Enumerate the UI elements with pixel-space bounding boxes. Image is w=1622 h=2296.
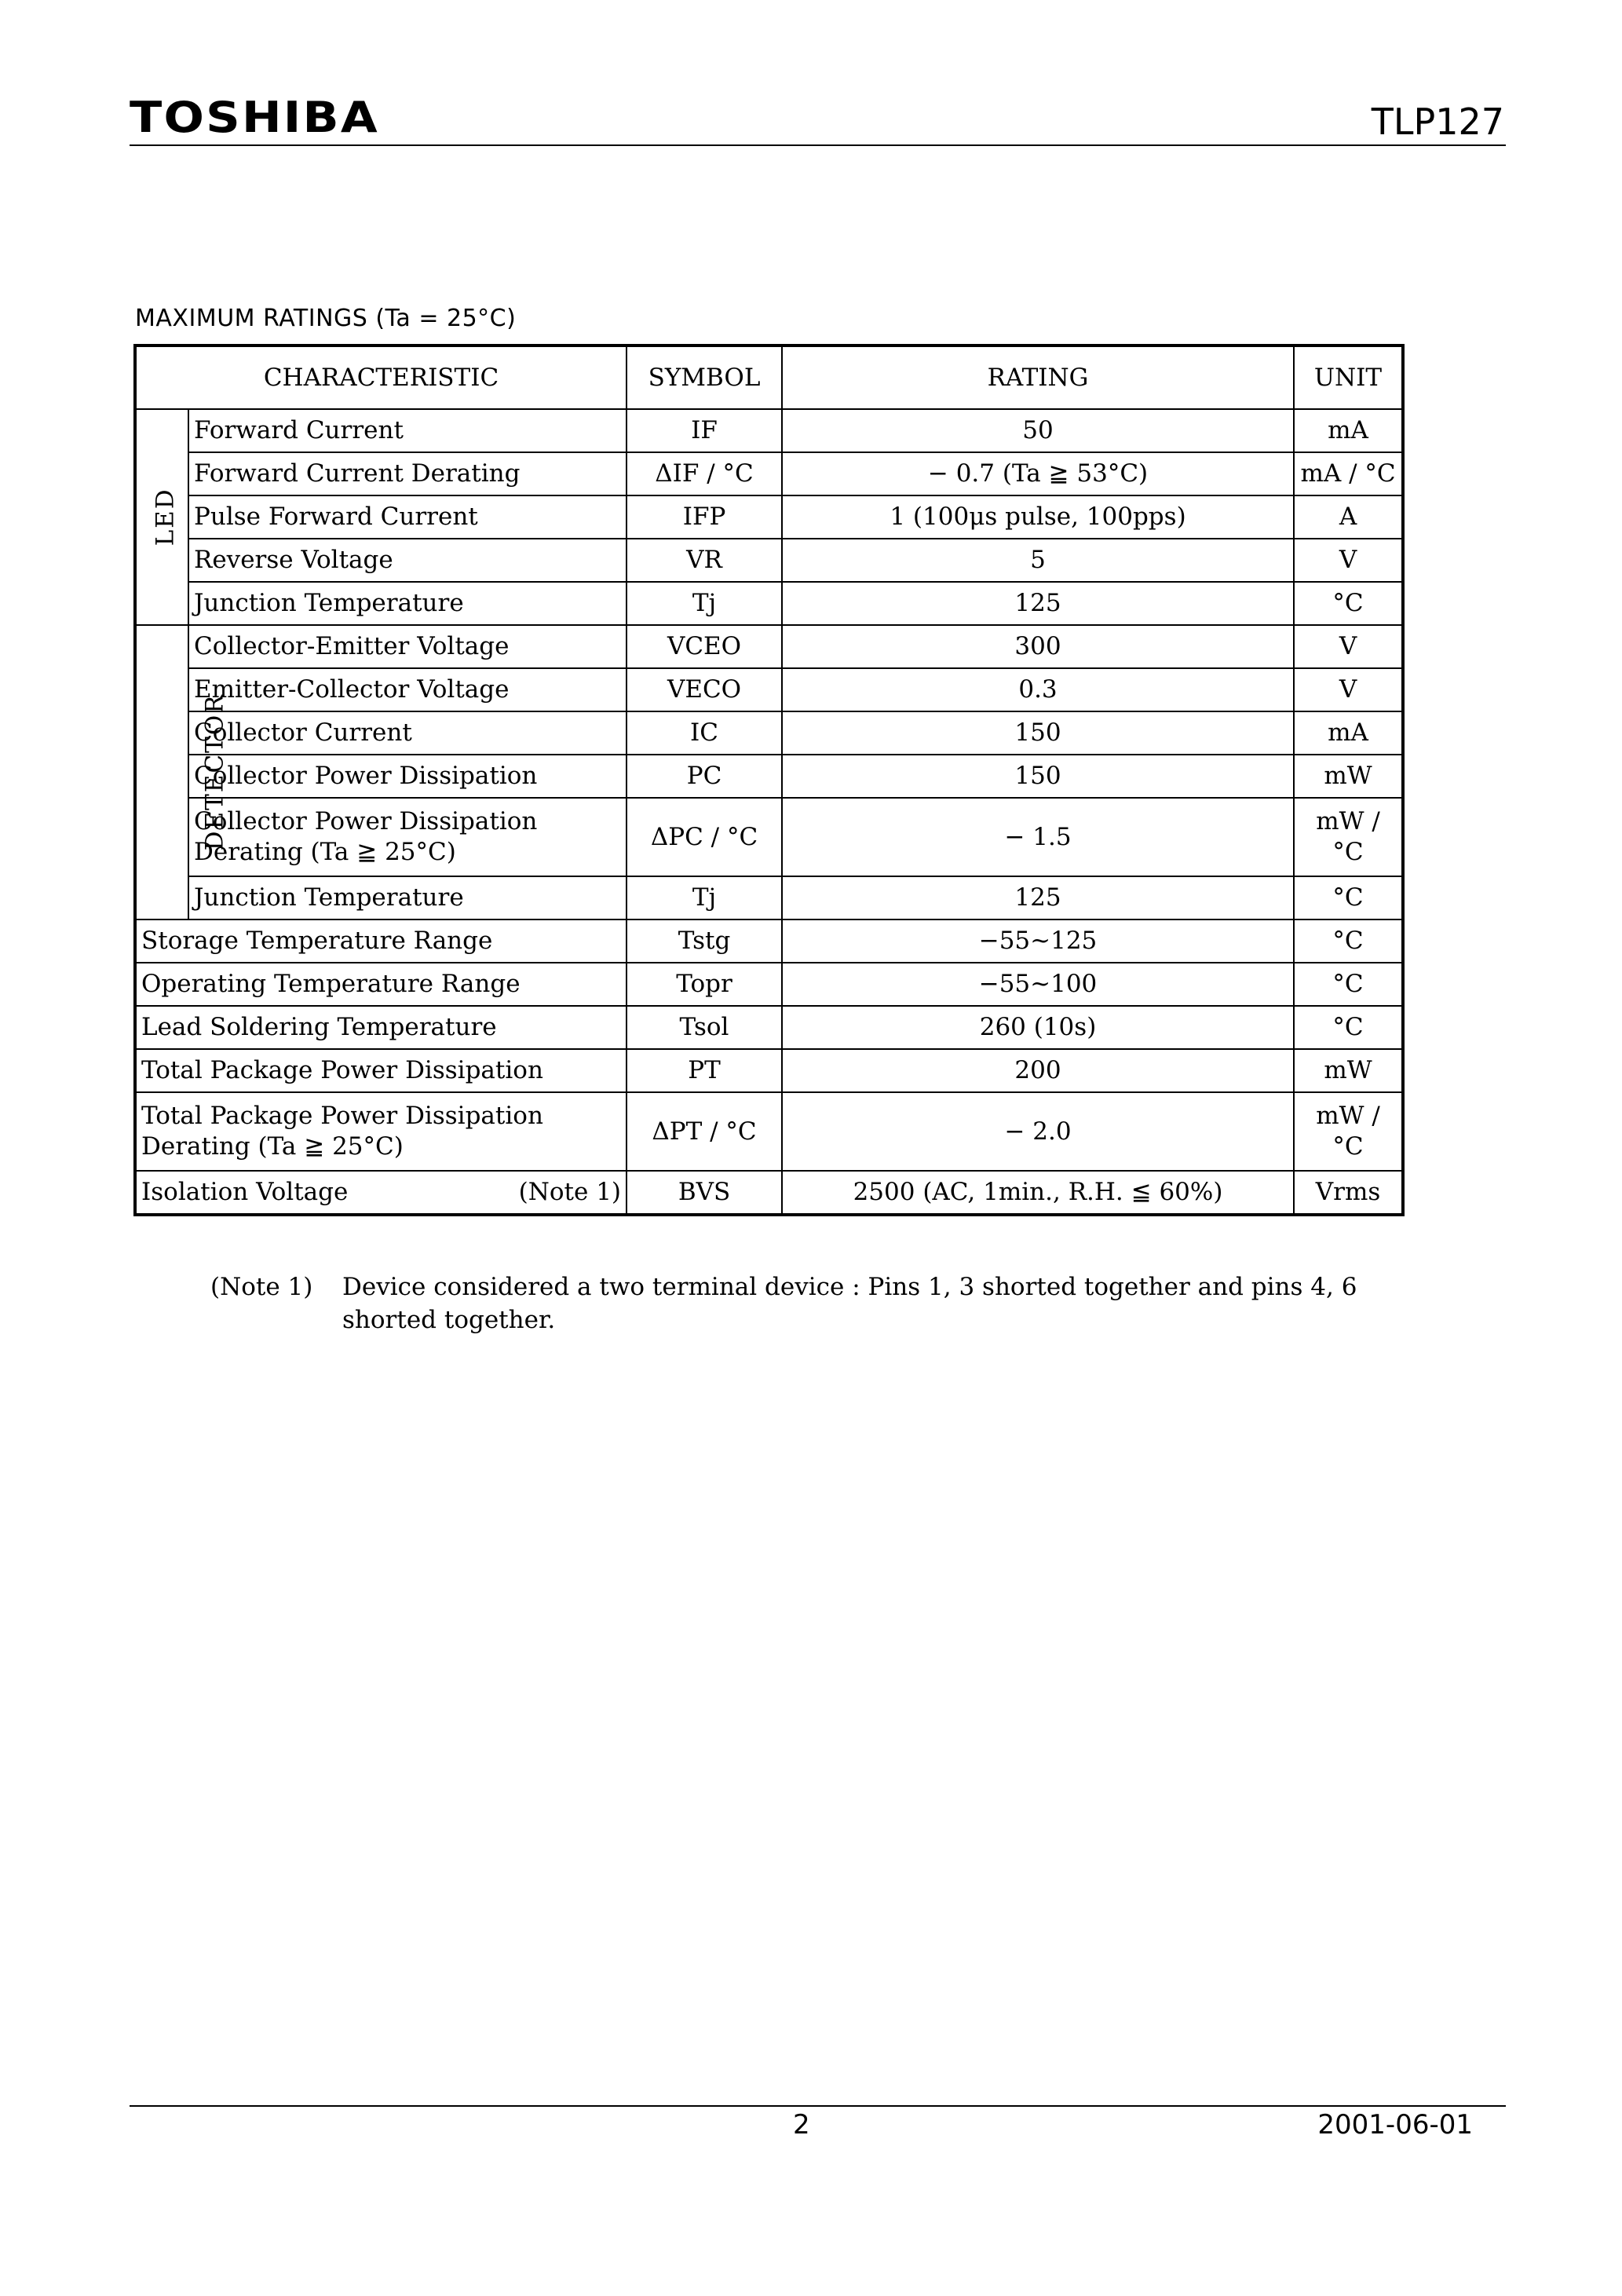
column-header-unit: UNIT	[1294, 345, 1403, 409]
characteristic-cell: Collector Power Dissipation	[188, 755, 627, 798]
rating-cell: 200	[782, 1049, 1294, 1092]
characteristic-cell: Junction Temperature	[188, 876, 627, 919]
brand-logo: TOSHIBA	[130, 93, 379, 142]
rating-cell: 1 (100μs pulse, 100pps)	[782, 495, 1294, 539]
rating-cell: 2500 (AC, 1min., R.H. ≦ 60%)	[782, 1171, 1294, 1215]
rating-cell: − 2.0	[782, 1092, 1294, 1171]
unit-cell: mW	[1294, 1049, 1403, 1092]
unit-cell: °C	[1294, 919, 1403, 963]
characteristic-cell: Collector-Emitter Voltage	[188, 625, 627, 668]
unit-cell: °C	[1294, 582, 1403, 625]
page-number: 2	[793, 2109, 810, 2141]
rating-cell: 5	[782, 539, 1294, 582]
column-header-symbol: SYMBOL	[627, 345, 782, 409]
table-header-row	[135, 345, 1403, 409]
symbol-cell: Tsol	[627, 1006, 782, 1049]
rating-cell: 300	[782, 625, 1294, 668]
unit-cell: mW	[1294, 755, 1403, 798]
group-label-detector: DETECTOR	[135, 625, 188, 919]
characteristic-cell: Storage Temperature Range	[135, 919, 627, 963]
unit-cell: mA	[1294, 409, 1403, 452]
unit-cell: °C	[1294, 963, 1403, 1006]
group-label-led: LED	[135, 409, 188, 625]
section-title: MAXIMUM RATINGS (Ta = 25°C)	[135, 305, 517, 332]
symbol-cell: Tj	[627, 582, 782, 625]
unit-cell: V	[1294, 539, 1403, 582]
unit-cell: Vrms	[1294, 1171, 1403, 1215]
rating-cell: 150	[782, 755, 1294, 798]
rating-cell: 50	[782, 409, 1294, 452]
table-row	[135, 798, 1403, 876]
table-row	[135, 755, 1403, 798]
characteristic-cell: Reverse Voltage	[188, 539, 627, 582]
symbol-cell: ΔPT / °C	[627, 1092, 782, 1171]
symbol-cell: ΔIF / °C	[627, 452, 782, 495]
symbol-cell: VCEO	[627, 625, 782, 668]
characteristic-cell: Operating Temperature Range	[135, 963, 627, 1006]
unit-cell: V	[1294, 668, 1403, 711]
table-row	[135, 711, 1403, 755]
characteristic-text: Isolation Voltage	[141, 1178, 349, 1207]
characteristic-cell	[135, 1171, 627, 1215]
symbol-cell: IC	[627, 711, 782, 755]
characteristic-cell: Junction Temperature	[188, 582, 627, 625]
characteristic-cell: Forward Current	[188, 409, 627, 452]
maximum-ratings-table	[133, 344, 1405, 1216]
footnote-text: Device considered a two terminal device : Pins 1, 3 shorted together and pins 4, 6 shorted together.	[342, 1273, 1357, 1334]
table-row	[135, 1092, 1403, 1171]
unit-cell: mA	[1294, 711, 1403, 755]
column-header-characteristic: CHARACTERISTIC	[135, 345, 627, 409]
symbol-cell: VECO	[627, 668, 782, 711]
characteristic-cell: Emitter-Collector Voltage	[188, 668, 627, 711]
symbol-cell: IFP	[627, 495, 782, 539]
rating-cell: 0.3	[782, 668, 1294, 711]
table-row	[135, 625, 1403, 668]
characteristic-cell: Pulse Forward Current	[188, 495, 627, 539]
rating-cell: −55~100	[782, 963, 1294, 1006]
symbol-cell: IF	[627, 409, 782, 452]
unit-cell: mW / °C	[1294, 1092, 1403, 1171]
footnote-label: (Note 1)	[210, 1273, 313, 1301]
part-number: TLP127	[1371, 101, 1504, 143]
header-rule	[130, 144, 1506, 146]
unit-cell: mW / °C	[1294, 798, 1403, 876]
unit-cell: °C	[1294, 876, 1403, 919]
symbol-cell: Tj	[627, 876, 782, 919]
table-row	[135, 1049, 1403, 1092]
rating-cell: 125	[782, 876, 1294, 919]
symbol-cell: Topr	[627, 963, 782, 1006]
unit-cell: °C	[1294, 1006, 1403, 1049]
table-row	[135, 876, 1403, 919]
table-row	[135, 539, 1403, 582]
table-row	[135, 668, 1403, 711]
symbol-cell: BVS	[627, 1171, 782, 1215]
symbol-cell: ΔPC / °C	[627, 798, 782, 876]
column-header-rating: RATING	[782, 345, 1294, 409]
characteristic-cell: Collector Current	[188, 711, 627, 755]
note-reference: (Note 1)	[518, 1178, 622, 1207]
characteristic-cell: Collector Power Dissipation Derating (Ta ≧ 25°C)	[188, 798, 627, 876]
footer-rule	[130, 2105, 1506, 2107]
unit-cell: A	[1294, 495, 1403, 539]
symbol-cell: PC	[627, 755, 782, 798]
rating-cell: 260 (10s)	[782, 1006, 1294, 1049]
table-row	[135, 582, 1403, 625]
rating-cell: 125	[782, 582, 1294, 625]
rating-cell: − 1.5	[782, 798, 1294, 876]
rating-cell: 150	[782, 711, 1294, 755]
rating-cell: − 0.7 (Ta ≧ 53°C)	[782, 452, 1294, 495]
unit-cell: mA / °C	[1294, 452, 1403, 495]
rating-cell: −55~125	[782, 919, 1294, 963]
characteristic-cell: Total Package Power Dissipation Derating (Ta ≧ 25°C)	[135, 1092, 627, 1171]
unit-cell: V	[1294, 625, 1403, 668]
symbol-cell: PT	[627, 1049, 782, 1092]
symbol-cell: Tstg	[627, 919, 782, 963]
table-row	[135, 1006, 1403, 1049]
document-date: 2001-06-01	[1317, 2109, 1473, 2141]
characteristic-cell: Lead Soldering Temperature	[135, 1006, 627, 1049]
table-row	[135, 495, 1403, 539]
characteristic-cell: Forward Current Derating	[188, 452, 627, 495]
table-row	[135, 452, 1403, 495]
table-row	[135, 409, 1403, 452]
table-row	[135, 919, 1403, 963]
table-row	[135, 963, 1403, 1006]
table-row	[135, 1171, 1403, 1215]
symbol-cell: VR	[627, 539, 782, 582]
characteristic-cell: Total Package Power Dissipation	[135, 1049, 627, 1092]
